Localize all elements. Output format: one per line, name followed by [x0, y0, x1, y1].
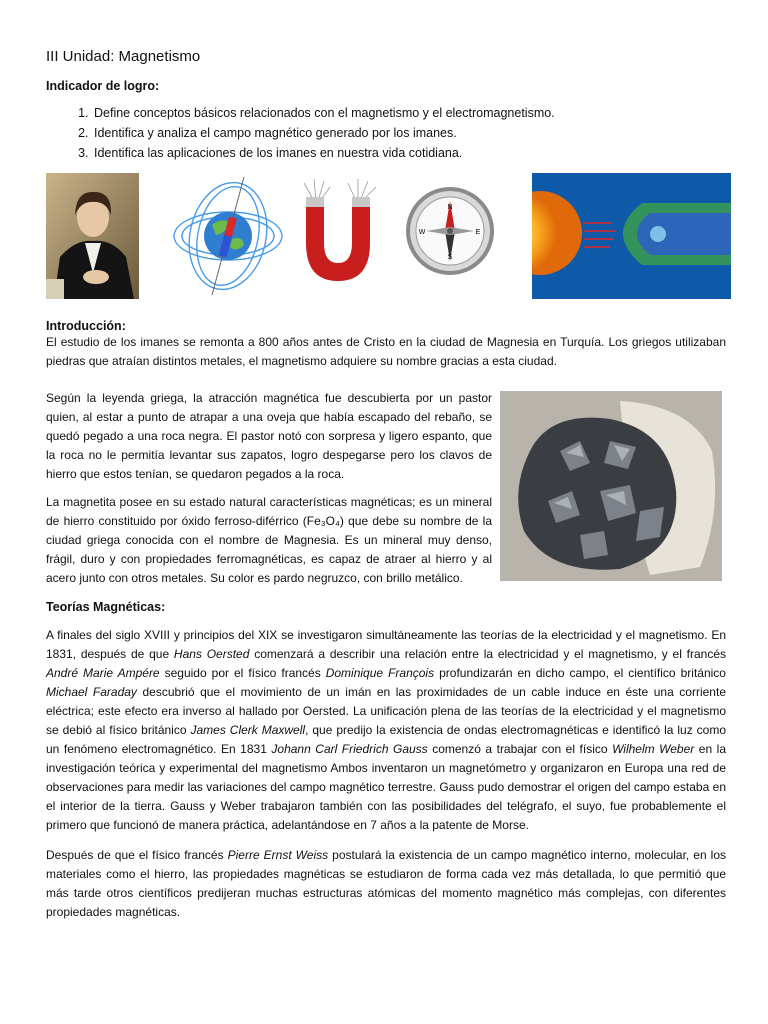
compass-south-label: S: [447, 254, 453, 261]
scientist-name: Pierre Ernst Weiss: [227, 848, 329, 862]
compass-east-label: E: [475, 229, 481, 236]
magnetite-image: [500, 391, 722, 581]
document-page: [46, 48, 726, 922]
sun-earth-magnetosphere-image: [532, 173, 731, 299]
indicator-heading: Indicador de logro:: [46, 79, 160, 93]
theories-heading: Teorías Magnéticas:: [46, 600, 166, 614]
magnetite-paragraph: La magnetita posee en su estado natural características magnéticas; es un mineral de hierro constituido por óxido ferroso-diférrico (Fe₃O₄) que debe su nombre de la ciudad griega conocida con el nombre de Magnesia. Es un mineral muy denso, frágil, duro y con propiedades ferromagnéticas, es capaz de atraer al hierro y al acero junto con otros metales. Su color es pardo negruzco, con brillo metálico.: [46, 495, 492, 585]
legend-section: [46, 389, 726, 588]
introduction-heading: Introducción:: [46, 319, 126, 333]
scientist-name: Dominique François: [325, 666, 435, 680]
theories-paragraph-1: A finales del siglo XVIII y principios del XIX se investigaron simultáneamente las teorías de la electricidad y el magnetismo. En 1831, después de que Hans Oersted comenzará a describir una relación entre la electricidad y el magnetismo, y el francés André Marie Ampére seguido por el físico francés Dominique François profundizarán en dicho campo, el científico británico Michael Faraday descubrió que el movimiento de un imán en las proximidades de un cable induce en éste una corriente eléctrica; este efecto era inverso al hallado por Oersted. La unificación plena de las teorías de la electricidad y el magnetismo se debió al físico británico James Clerk Maxwell, que predijo la existencia de ondas electromagnéticas e identificó la luz como un fenómeno electromagnético. En 1831 Johann Carl Friedrich Gauss comenzó a trabajar con el físico Wilhelm Weber en la investigación teórica y experimental del magnetismo Ambos inventaron un magnetómetro y organizaron en Europa una red de observaciones para medir las variaciones del campo magnético terrestre. Gauss pudo demostrar el origen del campo estaba en el interior de la tierra. Gauss y Weber trabajaron también con las posibilidades del telégrafo, el suyo, fue probablemente el primero que funcionó de manera práctica, adelantándose en 7 años a la patente de Morse.: [46, 628, 727, 832]
scientist-portrait-image: [46, 173, 139, 299]
introduction-section: [46, 319, 726, 371]
scientist-name: Johann Carl Friedrich Gauss: [271, 742, 428, 756]
scientist-name: Michael Faraday: [46, 685, 137, 699]
indicator-item: 2. Identifica y analiza el campo magnético generado por los imanes.: [92, 123, 726, 143]
earth-magnetic-field-image: [172, 173, 284, 299]
indicator-list: [46, 103, 726, 163]
illustration-row: [46, 173, 726, 305]
theories-paragraph-2: Después de que el físico francés Pierre Ernst Weiss postulará la existencia de un campo magnético interno, molecular, en los materiales como el hierro, las propiedades magnéticas se estudiaron de forma cada vez más detallada, lo que permitió que más tarde otros científicos predijeran muchas estructuras atómicas del momento magnético más complejas, con diferentes propiedades magnéticas.: [46, 848, 726, 919]
indicator-item: 3. Identifica las aplicaciones de los imanes en nuestra vida cotidiana.: [92, 143, 726, 163]
scientist-name: André Marie Ampére: [46, 666, 160, 680]
legend-paragraph: Según la leyenda griega, la atracción magnética fue descubierta por un pastor quien, al estar a punto de atrapar a una oveja que había escapado del rebaño, se quedó pegado a una roca negra. El pastor notó con sorpresa y ligero espanto, que la roca no le permitía levantar sus zapatos, logro despegarse pero los clavos de hierro que estos tenían, se quedaron pegados a la roca.: [46, 391, 492, 481]
theories-section: [46, 626, 726, 922]
indicator-item: 1. Define conceptos básicos relacionados con el magnetismo y el electromagnetismo.: [92, 103, 726, 123]
compass-west-label: W: [418, 229, 426, 236]
scientist-name: Hans Oersted: [173, 647, 250, 661]
introduction-text: El estudio de los imanes se remonta a 800 años antes de Cristo en la ciudad de Magnesia en Turquía. Los griegos utilizaban piedras que atraían distintos metales, el magnetismo adquiere su nombre gracias a esta ciudad.: [46, 335, 726, 368]
unit-title: III Unidad: Magnetismo: [46, 48, 201, 65]
compass-image: [402, 173, 498, 299]
compass-north-label: N: [447, 204, 453, 211]
horseshoe-magnet-image: [296, 173, 380, 299]
scientist-name: James Clerk Maxwell: [190, 723, 306, 737]
scientist-name: Wilhelm Weber: [612, 742, 695, 756]
